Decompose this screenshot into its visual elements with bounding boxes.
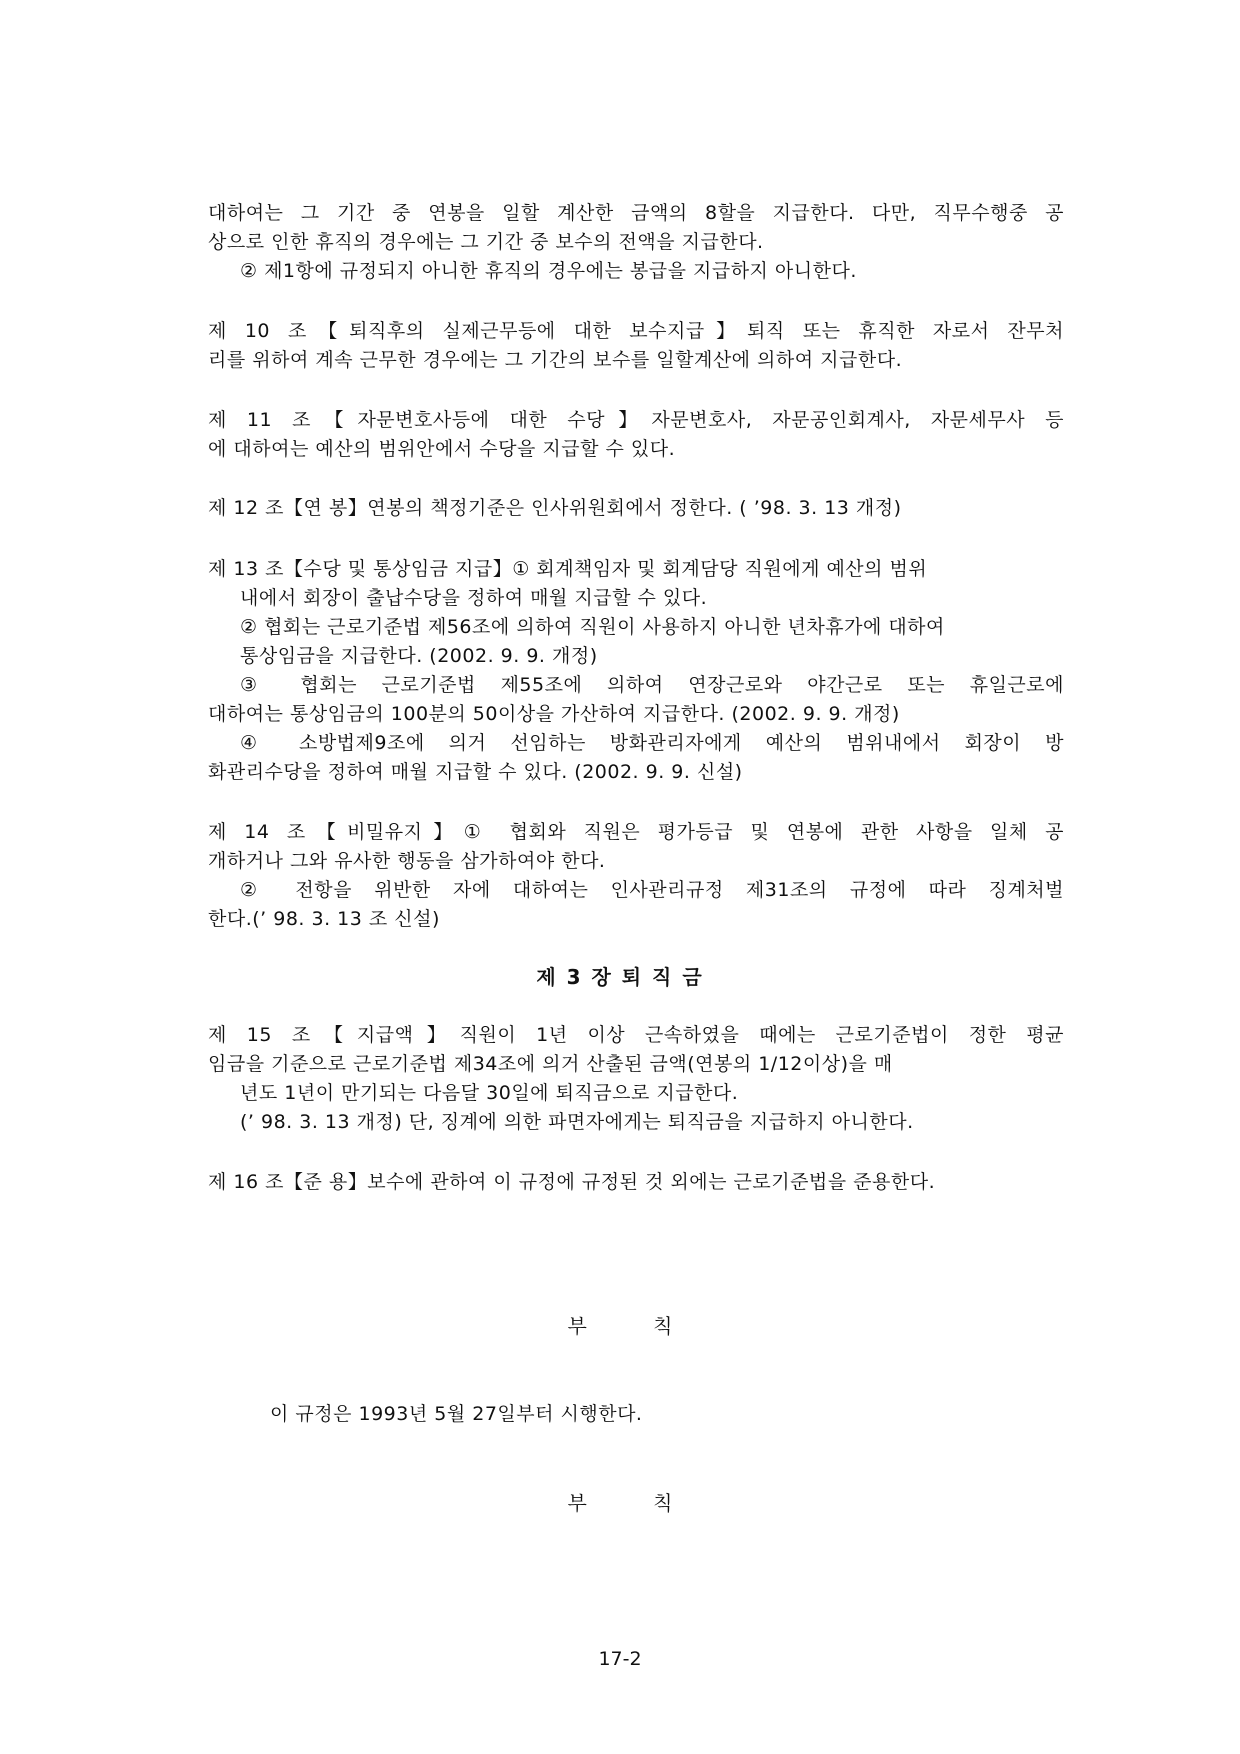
article-13-heading: 제 13 조【수당 및 통상임금 지급】① 회계책임자 및 회계담당 직원에게 예산의 범위: [208, 558, 928, 580]
article-12-heading: 제 12 조【연 봉】연봉의 책정기준은 인사위원회에서 정한다. ( ’98. 3. 13 개정): [208, 497, 902, 519]
appendix-title-2: 부 칙: [567, 1491, 673, 1515]
article-14-heading: 제 14 조【비밀유지】① 협회와 직원은 평가등급 및 연봉에 관한 사항을 일체 공: [208, 821, 1064, 843]
text-line: ② 제1항에 규정되지 아니한 휴직의 경우에는 봉급을 지급하지 아니한다.: [240, 260, 857, 282]
text-line: 대하여는 통상임금의 100분의 50이상을 가산하여 지급한다. (2002. 9. 9. 개정): [208, 703, 900, 725]
text-line: 리를 위하여 계속 근무한 경우에는 그 기간의 보수를 일할계산에 의하여 지급한다.: [208, 349, 903, 371]
article-11-heading: 제 11 조【자문변호사등에 대한 수당】자문변호사, 자문공인회계사, 자문세무사 등: [208, 409, 1064, 431]
text-line: 년도 1년이 만기되는 다음달 30일에 퇴직금으로 지급한다.: [240, 1082, 739, 1104]
text-line: ④ 소방법제9조에 의거 선임하는 방화관리자에게 예산의 범위내에서 회장이 방: [240, 732, 1064, 754]
article-10-heading: 제 10 조【퇴직후의 실제근무등에 대한 보수지급】퇴직 또는 휴직한 자로서 잔무처: [208, 320, 1064, 342]
text-line: ③ 협회는 근로기준법 제55조에 의하여 연장근로와 야간근로 또는 휴일근로에: [240, 674, 1064, 696]
text-line: 내에서 회장이 출납수당을 정하여 매월 지급할 수 있다.: [240, 587, 708, 609]
text-line: 개하거나 그와 유사한 행동을 삼가하여야 한다.: [208, 850, 606, 872]
text-line: 화관리수당을 정하여 매월 지급할 수 있다. (2002. 9. 9. 신설): [208, 761, 743, 783]
text-line: 대하여는 그 기간 중 연봉을 일할 계산한 금액의 8할을 지급한다. 다만, 직무수행중 공: [208, 202, 1064, 224]
text-line: 한다.(’ 98. 3. 13 조 신설): [208, 908, 440, 930]
appendix-text: 이 규정은 1993년 5월 27일부터 시행한다.: [270, 1403, 643, 1425]
text-line: ② 협회는 근로기준법 제56조에 의하여 직원이 사용하지 아니한 년차휴가에 대하여: [240, 616, 945, 638]
chapter-title: 제 3 장 퇴 직 금: [536, 965, 704, 989]
text-line: ② 전항을 위반한 자에 대하여는 인사관리규정 제31조의 규정에 따라 징계처벌: [240, 879, 1064, 901]
text-line: (’ 98. 3. 13 개정) 단, 징계에 의한 파면자에게는 퇴직금을 지급하지 아니한다.: [240, 1111, 914, 1133]
text-line: 상으로 인한 휴직의 경우에는 그 기간 중 보수의 전액을 지급한다.: [208, 231, 764, 253]
article-16-heading: 제 16 조【준 용】보수에 관하여 이 규정에 규정된 것 외에는 근로기준법을 준용한다.: [208, 1171, 936, 1193]
text-line: 임금을 기준으로 근로기준법 제34조에 의거 산출된 금액(연봉의 1/12이상)을 매: [208, 1053, 893, 1075]
appendix-title: 부 칙: [567, 1314, 673, 1338]
text-line: 에 대하여는 예산의 범위안에서 수당을 지급할 수 있다.: [208, 438, 676, 460]
text-line: 통상임금을 지급한다. (2002. 9. 9. 개정): [240, 645, 598, 667]
page-number: 17-2: [598, 1648, 642, 1670]
article-15-heading: 제 15 조【지급액】직원이 1년 이상 근속하였을 때에는 근로기준법이 정한 평균: [208, 1024, 1064, 1046]
